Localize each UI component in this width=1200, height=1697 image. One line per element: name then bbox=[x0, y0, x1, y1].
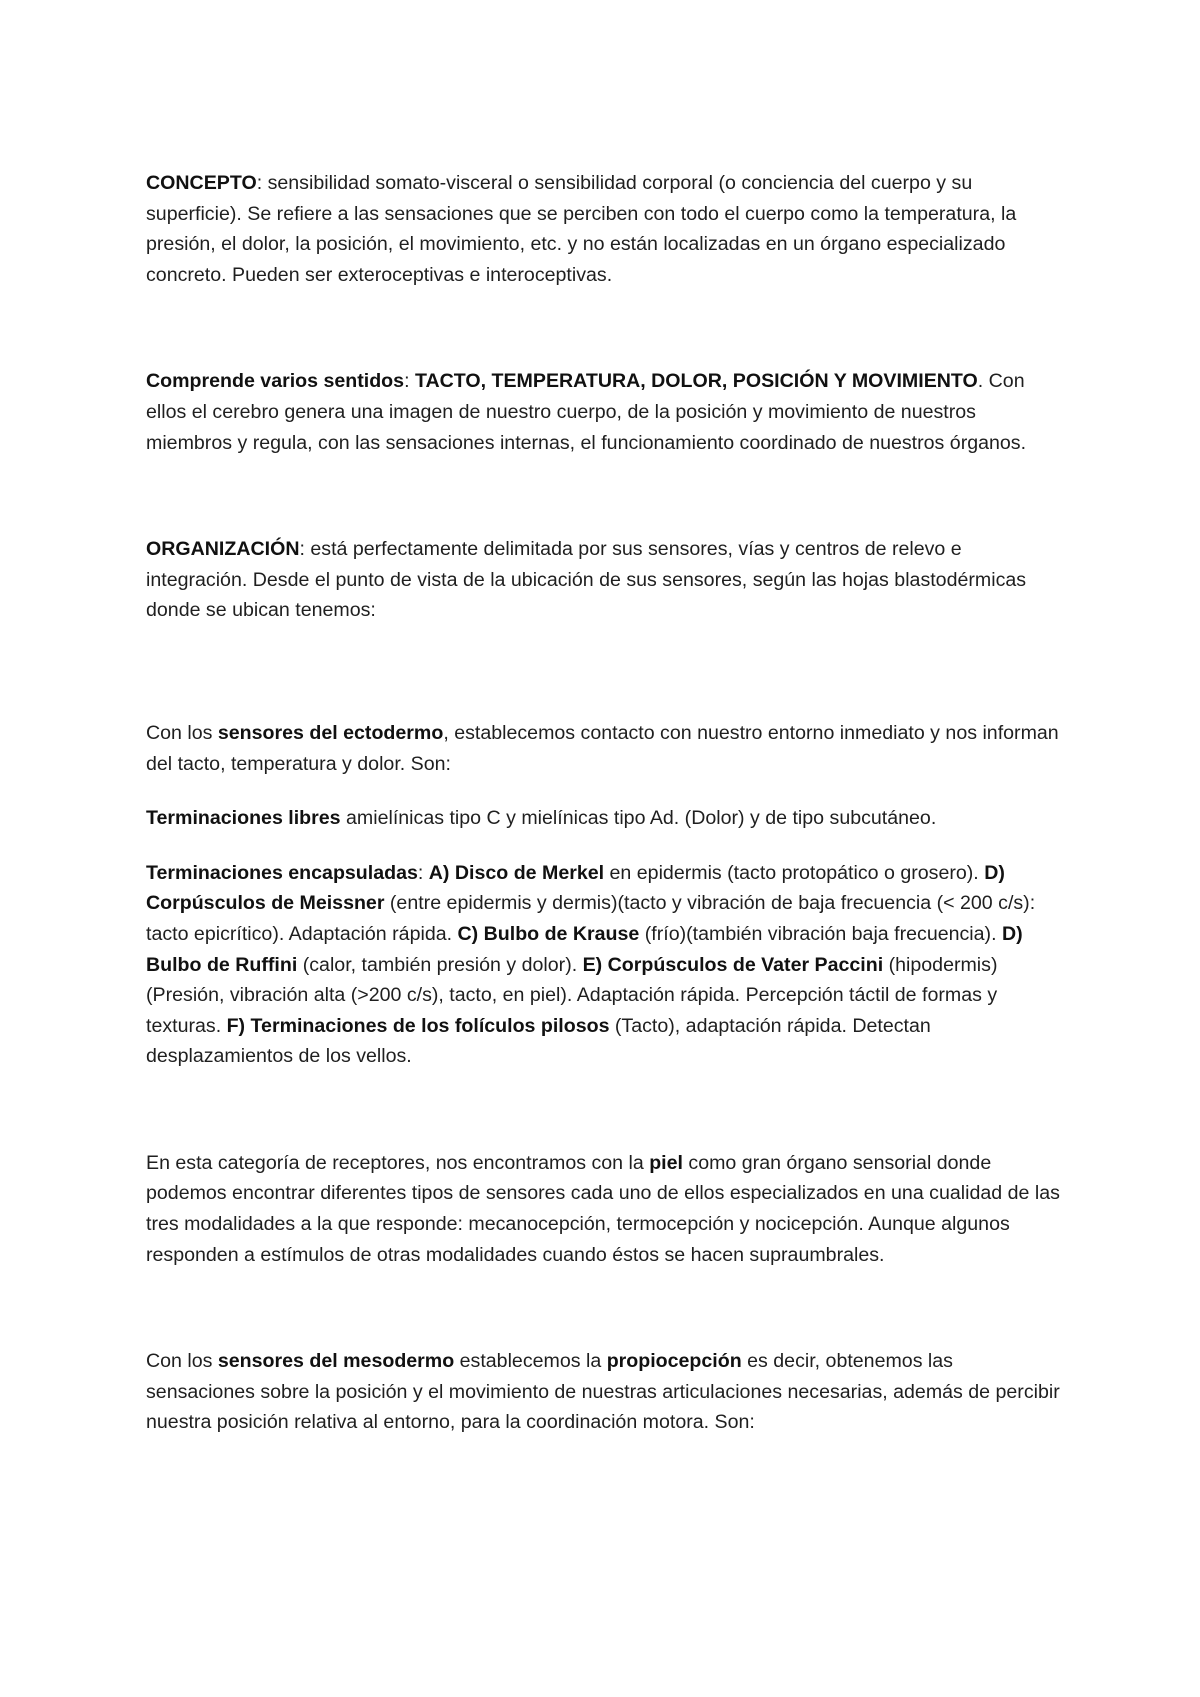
bold-text: CONCEPTO bbox=[146, 172, 257, 194]
body-text: : bbox=[404, 370, 415, 393]
bold-text: TACTO, TEMPERATURA, DOLOR, POSICIÓN Y MOVIMIENTO bbox=[414, 370, 978, 393]
body-text: : sensibilidad somato-visceral o sensibilidad corporal (o conciencia del cuerpo y su superficie). Se refiere a las sensaciones que se perciben con todo el cuerpo como la temperatura, la presión, el dolor, la posición, el movimiento, etc. y no están localizadas en un órgano especializado concreto. Pueden ser exteroceptivas e interoceptivas. bbox=[146, 172, 1017, 286]
paragraph-piel bbox=[146, 1148, 1066, 1270]
bold-text: C) Bulbo de Krause bbox=[457, 922, 640, 945]
body-text: (calor, también presión y dolor). bbox=[297, 953, 583, 976]
bold-text: sensores del ectodermo bbox=[217, 721, 444, 744]
body-text: (Tacto), adaptación rápida. Detectan desplazamientos de los vellos. bbox=[146, 1014, 931, 1068]
body-text: (entre epidermis y dermis)(tacto y vibración de baja frecuencia (< 200 c/s): tacto epicrítico). Adaptación rápida. bbox=[146, 892, 1036, 945]
bold-text: piel bbox=[649, 1151, 683, 1174]
bold-text: propiocepción bbox=[606, 1350, 742, 1373]
body-text: en epidermis (tacto protopático o grosero). bbox=[604, 861, 985, 884]
bold-text: F) Terminaciones de los folículos pilosos bbox=[226, 1014, 610, 1037]
document-body bbox=[146, 168, 1066, 1438]
body-text: es decir, obtenemos las sensaciones sobre la posición y el movimiento de nuestras articulaciones necesarias, además de percibir nuestra posición relativa al entorno, para la coordinación motora. Son: bbox=[146, 1350, 1060, 1434]
bold-text: ORGANIZACIÓN bbox=[146, 538, 300, 561]
body-text: , establecemos contacto con nuestro entorno inmediato y nos informan del tacto, temperatura y dolor. Son: bbox=[146, 721, 1059, 775]
body-text: . Con ellos el cerebro genera una imagen de nuestro cuerpo, de la posición y movimiento de nuestros miembros y regula, con las sensaciones internas, el funcionamiento coordinado de nuestros órganos. bbox=[146, 370, 1027, 454]
bold-text: Comprende varios sentidos bbox=[146, 370, 405, 393]
body-text: En esta categoría de receptores, nos encontramos con la bbox=[146, 1151, 650, 1174]
body-text: como gran órgano sensorial donde podemos encontrar diferentes tipos de sensores cada uno de ellos especializados en una cualidad de las tres modalidades a la que responde: mecanocepción, termocepción y nocicepción. Aunque algunos responden a estímulos de otras modalidades cuando éstos se hacen supraumbrales. bbox=[146, 1151, 1060, 1266]
body-text: : está perfectamente delimitada por sus sensores, vías y centros de relevo e integración. Desde el punto de vista de la ubicación de sus sensores, según las hojas blastodérmicas donde se ubican tenemos: bbox=[146, 538, 1027, 622]
bold-text: Terminaciones encapsuladas bbox=[146, 861, 418, 884]
body-text: (hipodermis)(Presión, vibración alta (>200 c/s), tacto, en piel). Adaptación rápida. Percepción táctil de formas y texturas. bbox=[146, 953, 998, 1037]
paragraph-terminaciones-libres bbox=[146, 803, 1066, 834]
paragraph-organizacion bbox=[146, 534, 1066, 626]
paragraph-mesodermo bbox=[146, 1346, 1066, 1438]
paragraph-ectodermo bbox=[146, 718, 1066, 779]
body-text: Con los bbox=[146, 1350, 218, 1373]
paragraph-concepto bbox=[146, 168, 1066, 290]
body-text: Con los bbox=[146, 721, 218, 744]
body-text: establecemos la bbox=[454, 1350, 607, 1373]
body-text: : bbox=[417, 861, 429, 884]
bold-text: D) Bulbo de Ruffini bbox=[146, 922, 1023, 976]
paragraph-sentidos bbox=[146, 366, 1066, 458]
bold-text: A) Disco de Merkel bbox=[428, 861, 605, 884]
body-text: (frío)(también vibración baja frecuencia). bbox=[639, 922, 1002, 945]
body-text: amielínicas tipo C y mielínicas tipo Ad. (Dolor) y de tipo subcutáneo. bbox=[340, 807, 937, 830]
paragraph-terminaciones-encapsuladas bbox=[146, 858, 1066, 1072]
bold-text: sensores del mesodermo bbox=[217, 1350, 455, 1373]
bold-text: Terminaciones libres bbox=[146, 807, 341, 830]
bold-text: E) Corpúsculos de Vater Paccini bbox=[582, 953, 884, 976]
bold-text: D) Corpúsculos de Meissner bbox=[146, 861, 1005, 915]
